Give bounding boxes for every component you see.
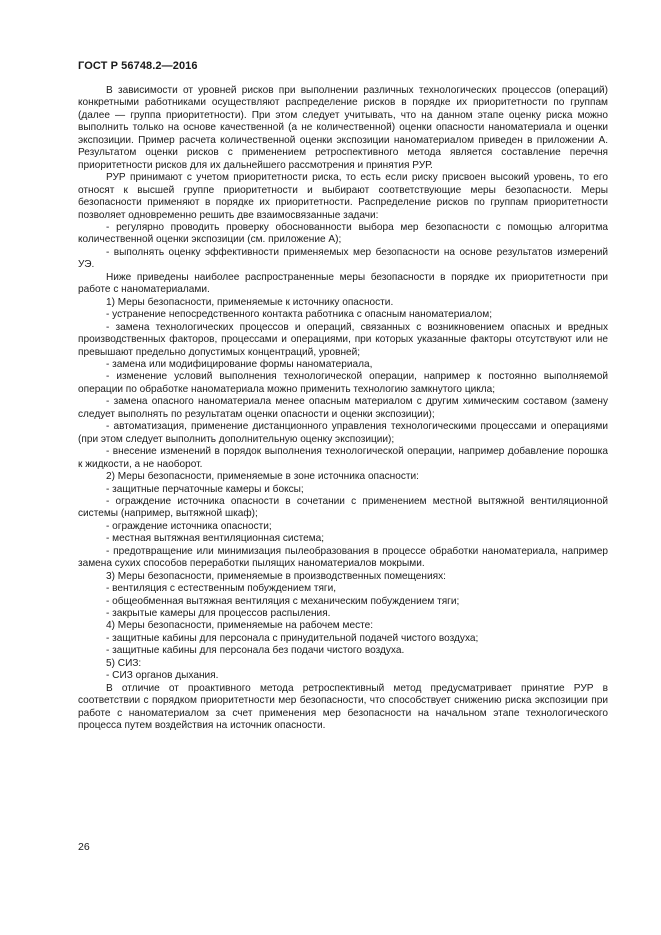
section-heading-source-measures: 1) Меры безопасности, применяемые к источнику опасности. <box>106 296 394 308</box>
section-heading-ppe: 5) СИЗ: <box>106 657 142 669</box>
paragraph-rur-priority: РУР принимают с учетом приоритетности риска, то есть если риску присвоен высокий уровень, то его относят к высшей группе приоритетности и выбирают соответствующие меры безопасности. Меры безопасности применяют в порядке их приоритетности. Распределение рисков по группам приоритетности позволяет одновременно решить две взаимосвязанные задачи: <box>78 172 608 221</box>
list-item: - защитные кабины для персонала с принудительной подачей чистого воздуха; <box>106 632 479 644</box>
list-item: - защитные кабины для персонала без подачи чистого воздуха. <box>106 645 405 657</box>
list-item: - ограждение источника опасности; <box>106 520 272 532</box>
list-item: - защитные перчаточные камеры и боксы; <box>106 483 304 495</box>
section-heading-workplace-measures: 4) Меры безопасности, применяемые на рабочем месте: <box>106 620 374 632</box>
list-item: - местная вытяжная вентиляционная система; <box>106 533 325 545</box>
list-item: - автоматизация, применение дистанционного управления технологическими процессами и операциями (при этом следует выполнить дополнительную оценку экспозиции); <box>78 421 608 445</box>
list-item: - внесение изменений в порядок выполнения технологической операции, например добавление порошка к жидкости, а не наоборот. <box>78 446 608 470</box>
list-item: - вентиляция с естественным побуждением тяги, <box>106 583 337 595</box>
list-item: - предотвращение или минимизация пылеобразования в процессе обработки наноматериала, например замена сухих способов переработки пылящих наноматериалов мокрыми. <box>78 545 608 570</box>
list-item: - закрытые камеры для процессов распыления. <box>106 608 331 620</box>
list-item: - общеобменная вытяжная вентиляция с механическим побуждением тяги; <box>106 595 460 607</box>
list-item: - СИЗ органов дыхания. <box>106 670 219 682</box>
section-heading-zone-measures: 2) Меры безопасности, применяемые в зоне источника опасности: <box>106 471 419 483</box>
document-body <box>78 85 608 733</box>
paragraph-measures-intro: Ниже приведены наиболее распространенные меры безопасности в порядке их приоритетности при работе с наноматериалами. <box>78 271 608 296</box>
paragraph-conclusion: В отличие от проактивного метода ретроспективный метод предусматривает принятие РУР в соответствии с порядком приоритетности мер безопасности, что способствует снижению риска экспозиции при работе с наноматериалом за счет применения мер безопасности на начальном этапе технологического процесса путем воздействия на источник опасности. <box>78 682 608 732</box>
list-item: - замена технологических процессов и операций, связанных с возникновением опасных и вредных производственных факторов, процессами и операциями, при которых указанные факторы отсутствуют или не превышают предельно допустимых концентраций, уровней; <box>78 321 608 358</box>
page-number: 26 <box>78 841 90 853</box>
list-item: - замена опасного наноматериала менее опасным материалом с другим химическим составом (замену следует выполнять по результатам оценки опасности и оценки экспозиции); <box>78 396 608 420</box>
list-item: - ограждение источника опасности в сочетании с применением местной вытяжной вентиляционной системы (например, вытяжной шкаф); <box>78 495 608 520</box>
paragraph-risk-distribution: В зависимости от уровней рисков при выполнении различных технологических процессов (операций) конкретными работниками осуществляют распределение рисков в порядке их приоритетности по группам (далее — группа приоритетности). При этом следует учитывать, что на данном этапе оценку риска можно выполнить только на основе качественной (а не количественной) оценки опасности наноматериала и оценки экспозиции. Пример расчета количественной оценки экспозиции наноматериалом приведен в приложении А. Результатом оценки рисков с применением ретроспективного метода является составление перечня приоритетности рисков для их дальнейшего рассмотрения и принятия РУР. <box>78 85 608 171</box>
list-item: - изменение условий выполнения технологической операции, например к постоянно выполняемой операции по обработке наноматериала можно применить технологию замкнутого цикла; <box>78 371 608 395</box>
document-header: ГОСТ Р 56748.2—2016 <box>78 60 198 72</box>
section-heading-premises-measures: 3) Меры безопасности, применяемые в производственных помещениях: <box>106 570 446 582</box>
list-item: - замена или модифицирование формы наноматериала, <box>106 358 373 370</box>
list-item: - регулярно проводить проверку обоснованности выбора мер безопасности с помощью алгоритма количественной оценки экспозиции (см. приложение А); <box>78 221 608 246</box>
list-item: - выполнять оценку эффективности применяемых мер безопасности на основе результатов измерений УЭ. <box>78 246 608 271</box>
list-item: - устранение непосредственного контакта работника с опасным наноматериалом; <box>106 309 493 321</box>
